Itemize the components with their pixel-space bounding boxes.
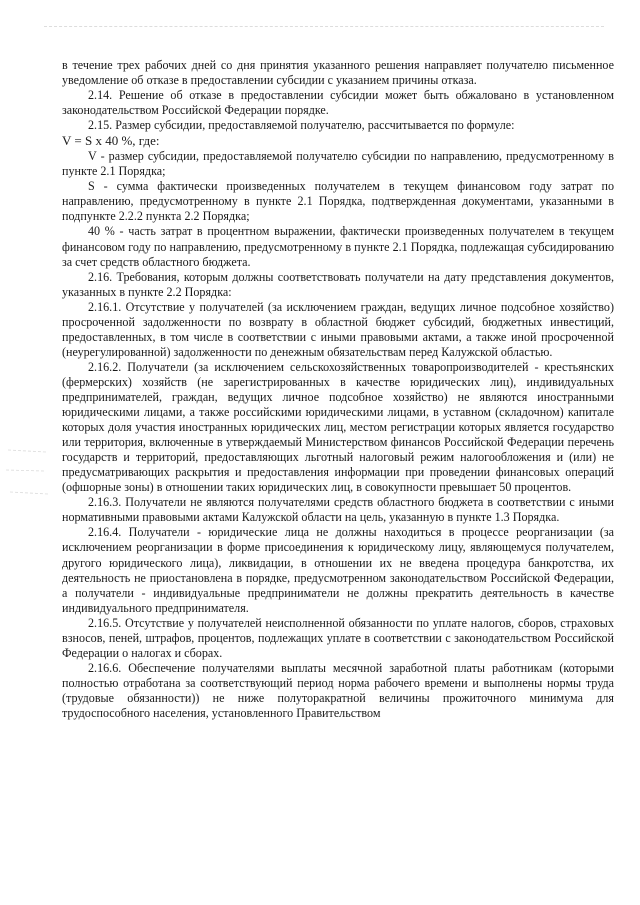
formula: V = S x 40 %, где: — [62, 133, 160, 149]
paragraph-2-16-5: 2.16.5. Отсутствие у получателей неисполненной обязанности по уплате налогов, сборов, страховых взносов, пеней, штрафов, процентов, подлежащих уплате в соответствии с законодательством Российской Федерации о налогах и сборах. — [62, 615, 614, 660]
document-body — [62, 58, 614, 721]
paragraph-2-16-2: 2.16.2. Получатели (за исключением сельскохозяйственных товаропроизводителей - крестьянских (фермерских) хозяйств (не зарегистрированных в качестве юридических лиц), индивидуальных предпринимателей, граждан, ведущих личное подсобное хозяйство) не являются иностранными юридическими лицами, а также российскими юридическими лицами, в уставном (складочном) капитале которых доля участия иностранных юридических лиц, местом регистрации которых является государство или территория, включенные в утверждаемый Министерством финансов Российской Федерации перечень государств и территорий, предоставляющих льготный налоговый режим налогообложения и (или) не предусматривающих раскрытия и предоставления информации при проведении финансовых операций (офшорные зоны) в отношении таких юридических лиц, в совокупности превышает 50 процентов. — [62, 359, 614, 495]
paragraph-s-definition: S - сумма фактически произведенных получателем в текущем финансовом году затрат по направлению, предусмотренному в пункте 2.1 Порядка, подтвержденная документами, указанными в подпункте 2.2.2 пункта 2.2 Порядка; — [62, 179, 614, 224]
paragraph-v-definition: V - размер субсидии, предоставляемой получателю субсидии по направлению, предусмотренному в пункте 2.1 Порядка; — [62, 149, 614, 179]
paragraph-2-16-1: 2.16.1. Отсутствие у получателей (за исключением граждан, ведущих личное подсобное хозяйство) просроченной задолженности по возврату в областной бюджет субсидий, бюджетных инвестиций, предоставленных, в том числе в соответствии с иными правовыми актами, а также иной просроченной (неурегулированной) задолженности по денежным обязательствам перед Калужской областью. — [62, 299, 614, 359]
paragraph-2-16-3: 2.16.3. Получатели не являются получателями средств областного бюджета в соответствии с иными нормативными правовыми актами Калужской области на цель, указанную в пункте 1.3 Порядка. — [62, 495, 614, 525]
paragraph-2-14: 2.14. Решение об отказе в предоставлении субсидии может быть обжаловано в установленном законодательством Российской Федерации порядке. — [62, 88, 614, 118]
scan-artifact-left — [6, 440, 50, 510]
paragraph-2-16-6: 2.16.6. Обеспечение получателями выплаты месячной заработной платы работникам (которыми полностью отработана за соответствующий период норма рабочего времени и выполнены нормы труда (трудовые обязанности)) не ниже полуторакратной величины прожиточного минимума для трудоспособного населения, установленного Правительством — [62, 660, 614, 720]
paragraph-2-16: 2.16. Требования, которым должны соответствовать получатели на дату представления документов, указанных в пункте 2.2 Порядка: — [62, 269, 614, 299]
paragraph-2-15: 2.15. Размер субсидии, предоставляемой получателю, рассчитывается по формуле: — [88, 118, 515, 133]
scan-artifact-top — [44, 26, 604, 33]
paragraph-2-16-4: 2.16.4. Получатели - юридические лица не должны находиться в процессе реорганизации (за исключением реорганизации в форме присоединения к юридическому лицу, являющемуся получателем, другого юридического лица), ликвидации, в отношении их не введена процедура банкротства, их деятельность не приостановлена в порядке, предусмотренном законодательством Российской Федерации, а получатели - индивидуальные предприниматели не должны прекратить деятельность в качестве индивидуального предпринимателя. — [62, 525, 614, 615]
paragraph-40-definition: 40 % - часть затрат в процентном выражении, фактически произведенных получателем в текущем финансовом году по направлению, предусмотренному в пункте 2.1 Порядка, подлежащая субсидированию за счет средств областного бюджета. — [62, 224, 614, 269]
paragraph-continuation: в течение трех рабочих дней со дня принятия указанного решения направляет получателю письменное уведомление об отказе в предоставлении субсидии с указанием причины отказа. — [62, 58, 614, 88]
